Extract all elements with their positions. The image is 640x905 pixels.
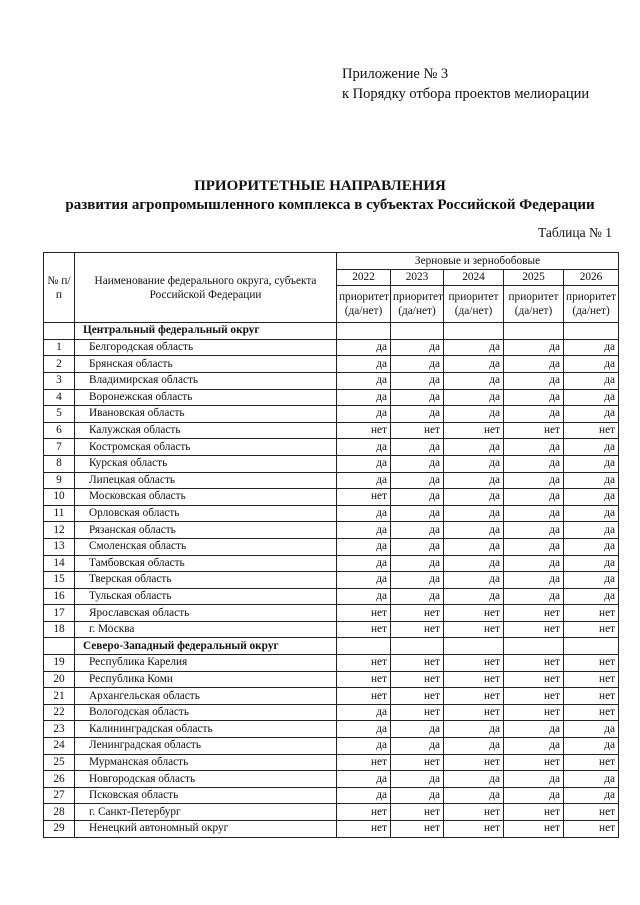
header-year: 2025	[504, 269, 564, 286]
row-number: 26	[44, 771, 75, 788]
priority-value: нет	[564, 422, 619, 439]
table-row	[44, 605, 619, 622]
priority-value: нет	[444, 754, 504, 771]
row-number: 16	[44, 588, 75, 605]
priority-value: да	[337, 555, 391, 572]
priority-value: да	[391, 771, 444, 788]
priority-value: да	[444, 505, 504, 522]
header-year: 2024	[444, 269, 504, 286]
priority-value: да	[444, 372, 504, 389]
title-line-1: ПРИОРИТЕТНЫЕ НАПРАВЛЕНИЯ	[194, 178, 446, 194]
priority-value: да	[337, 372, 391, 389]
priority-value: нет	[564, 754, 619, 771]
table-row	[44, 339, 619, 356]
priority-value: да	[504, 771, 564, 788]
priority-value: да	[564, 721, 619, 738]
appendix-note	[342, 64, 589, 104]
priority-value: да	[564, 455, 619, 472]
priority-table	[43, 252, 619, 838]
priority-value: нет	[504, 754, 564, 771]
priority-value: нет	[391, 671, 444, 688]
region-name: Рязанская область	[75, 522, 337, 539]
priority-value: да	[504, 721, 564, 738]
priority-value: нет	[564, 821, 619, 838]
priority-value: нет	[337, 605, 391, 622]
priority-value: нет	[564, 605, 619, 622]
row-number: 9	[44, 472, 75, 489]
priority-value: да	[391, 406, 444, 423]
priority-value: да	[504, 505, 564, 522]
priority-value: да	[444, 455, 504, 472]
table-row	[44, 389, 619, 406]
region-name: Белгородская область	[75, 339, 337, 356]
priority-value: да	[504, 588, 564, 605]
row-number: 3	[44, 372, 75, 389]
region-name: Костромская область	[75, 439, 337, 456]
priority-value: да	[564, 489, 619, 506]
table-row	[44, 522, 619, 539]
priority-value: да	[564, 555, 619, 572]
priority-value: да	[564, 738, 619, 755]
priority-value: да	[337, 721, 391, 738]
region-name: Тамбовская область	[75, 555, 337, 572]
table-row	[44, 505, 619, 522]
priority-value: да	[391, 538, 444, 555]
priority-value: нет	[444, 688, 504, 705]
priority-value: да	[564, 439, 619, 456]
priority-value: нет	[504, 605, 564, 622]
district-name: Центральный федеральный округ	[75, 323, 337, 340]
row-number: 13	[44, 538, 75, 555]
priority-value: да	[564, 389, 619, 406]
table-row	[44, 588, 619, 605]
table-row	[44, 572, 619, 589]
table-row	[44, 804, 619, 821]
priority-value: да	[504, 489, 564, 506]
table-row	[44, 738, 619, 755]
priority-value: нет	[391, 821, 444, 838]
table-row	[44, 704, 619, 721]
priority-value: да	[504, 356, 564, 373]
priority-value: нет	[444, 704, 504, 721]
table-row	[44, 688, 619, 705]
table-row	[44, 771, 619, 788]
district-empty-cell	[504, 323, 564, 340]
table-row	[44, 472, 619, 489]
priority-value: нет	[337, 422, 391, 439]
table-row	[44, 406, 619, 423]
region-name: Смоленская область	[75, 538, 337, 555]
region-name: Московская область	[75, 489, 337, 506]
header-year: 2026	[564, 269, 619, 286]
row-number: 18	[44, 621, 75, 638]
district-empty-cell	[337, 638, 391, 655]
priority-value: да	[337, 704, 391, 721]
row-number: 4	[44, 389, 75, 406]
region-name: Ленинградская область	[75, 738, 337, 755]
district-number-cell	[44, 323, 75, 340]
priority-value: да	[444, 406, 504, 423]
priority-value: да	[337, 572, 391, 589]
priority-value: нет	[444, 655, 504, 672]
priority-value: да	[564, 356, 619, 373]
table-row	[44, 787, 619, 804]
region-name: Калининградская область	[75, 721, 337, 738]
priority-value: нет	[504, 671, 564, 688]
region-name: Тверская область	[75, 572, 337, 589]
priority-value: да	[391, 389, 444, 406]
row-number: 15	[44, 572, 75, 589]
table-row	[44, 422, 619, 439]
priority-value: нет	[444, 804, 504, 821]
priority-value: нет	[504, 704, 564, 721]
region-name: Орловская область	[75, 505, 337, 522]
priority-value: да	[504, 439, 564, 456]
priority-value: да	[444, 472, 504, 489]
priority-value: да	[564, 588, 619, 605]
priority-value: да	[444, 787, 504, 804]
priority-value: да	[444, 721, 504, 738]
priority-value: да	[444, 588, 504, 605]
district-row	[44, 638, 619, 655]
region-name: Ивановская область	[75, 406, 337, 423]
region-name: Курская область	[75, 455, 337, 472]
priority-value: да	[444, 439, 504, 456]
priority-value: да	[504, 572, 564, 589]
region-name: Вологодская область	[75, 704, 337, 721]
region-name: Ярославская область	[75, 605, 337, 622]
region-name: г. Москва	[75, 621, 337, 638]
row-number: 21	[44, 688, 75, 705]
priority-value: да	[444, 738, 504, 755]
priority-value: да	[444, 522, 504, 539]
row-number: 25	[44, 754, 75, 771]
priority-value: да	[391, 738, 444, 755]
priority-value: да	[444, 538, 504, 555]
title-line-2: развития агропромышленного комплекса в субъектах Российской Федерации	[65, 197, 595, 213]
priority-value: да	[564, 787, 619, 804]
priority-value: нет	[444, 621, 504, 638]
priority-value: да	[337, 455, 391, 472]
priority-value: да	[444, 356, 504, 373]
row-number: 7	[44, 439, 75, 456]
region-name: Ненецкий автономный округ	[75, 821, 337, 838]
priority-value: да	[391, 505, 444, 522]
row-number: 1	[44, 339, 75, 356]
row-number: 28	[44, 804, 75, 821]
priority-value: нет	[564, 804, 619, 821]
priority-value: нет	[504, 688, 564, 705]
priority-value: да	[504, 738, 564, 755]
priority-value: да	[504, 339, 564, 356]
priority-value: нет	[391, 621, 444, 638]
table-row	[44, 538, 619, 555]
priority-value: да	[564, 538, 619, 555]
region-name: Тульская область	[75, 588, 337, 605]
priority-value: да	[337, 538, 391, 555]
priority-value: да	[564, 372, 619, 389]
row-number: 14	[44, 555, 75, 572]
priority-value: нет	[504, 621, 564, 638]
table-row	[44, 721, 619, 738]
priority-value: да	[337, 439, 391, 456]
priority-value: да	[337, 356, 391, 373]
table-number-label: Таблица № 1	[538, 225, 612, 240]
priority-value: да	[391, 472, 444, 489]
priority-value: да	[444, 389, 504, 406]
priority-value: нет	[391, 704, 444, 721]
region-name: Калужская область	[75, 422, 337, 439]
priority-value: да	[391, 588, 444, 605]
row-number: 23	[44, 721, 75, 738]
priority-value: нет	[337, 671, 391, 688]
header-crop-group: Зерновые и зернобобовые	[337, 253, 619, 270]
priority-value: да	[504, 787, 564, 804]
header-number: № п/п	[44, 253, 75, 323]
district-empty-cell	[337, 323, 391, 340]
priority-value: да	[504, 538, 564, 555]
priority-value: да	[564, 406, 619, 423]
priority-value: да	[504, 406, 564, 423]
priority-value: нет	[337, 754, 391, 771]
priority-value: нет	[564, 621, 619, 638]
priority-value: да	[391, 787, 444, 804]
header-name: Наименование федерального округа, субъекта Российской Федерации	[75, 253, 337, 323]
priority-value: да	[337, 522, 391, 539]
priority-value: да	[504, 372, 564, 389]
table-row	[44, 489, 619, 506]
row-number: 20	[44, 671, 75, 688]
priority-value: нет	[564, 655, 619, 672]
priority-value: нет	[444, 422, 504, 439]
priority-value: да	[391, 439, 444, 456]
priority-value: да	[391, 572, 444, 589]
table-row	[44, 671, 619, 688]
priority-value: нет	[564, 671, 619, 688]
row-number: 27	[44, 787, 75, 804]
priority-value: нет	[504, 655, 564, 672]
district-empty-cell	[391, 638, 444, 655]
table-row	[44, 455, 619, 472]
priority-value: нет	[504, 422, 564, 439]
priority-value: да	[337, 389, 391, 406]
priority-value: да	[391, 339, 444, 356]
region-name: г. Санкт-Петербург	[75, 804, 337, 821]
priority-value: да	[337, 339, 391, 356]
priority-value: да	[391, 356, 444, 373]
priority-value: да	[391, 489, 444, 506]
priority-value: нет	[504, 804, 564, 821]
priority-value: да	[337, 472, 391, 489]
priority-value: да	[444, 339, 504, 356]
row-number: 6	[44, 422, 75, 439]
row-number: 10	[44, 489, 75, 506]
region-name: Брянская область	[75, 356, 337, 373]
row-number: 8	[44, 455, 75, 472]
header-priority: приоритет (да/нет)	[337, 286, 391, 323]
table-row	[44, 372, 619, 389]
district-empty-cell	[444, 638, 504, 655]
row-number: 17	[44, 605, 75, 622]
priority-value: да	[337, 738, 391, 755]
priority-value: нет	[391, 422, 444, 439]
priority-value: да	[391, 555, 444, 572]
priority-value: да	[444, 771, 504, 788]
table-row	[44, 621, 619, 638]
district-empty-cell	[564, 323, 619, 340]
appendix-line-2: к Порядку отбора проектов мелиорации	[342, 86, 590, 102]
priority-value: да	[504, 555, 564, 572]
priority-value: да	[444, 572, 504, 589]
priority-value: да	[391, 455, 444, 472]
table-row	[44, 754, 619, 771]
priority-value: нет	[444, 821, 504, 838]
priority-value: да	[391, 721, 444, 738]
priority-value: нет	[444, 605, 504, 622]
priority-value: да	[337, 406, 391, 423]
district-empty-cell	[391, 323, 444, 340]
row-number: 22	[44, 704, 75, 721]
district-empty-cell	[504, 638, 564, 655]
row-number: 19	[44, 655, 75, 672]
header-priority: приоритет (да/нет)	[564, 286, 619, 323]
priority-value: нет	[391, 605, 444, 622]
priority-value: нет	[337, 804, 391, 821]
priority-value: да	[564, 472, 619, 489]
priority-value: нет	[391, 754, 444, 771]
priority-value: да	[337, 588, 391, 605]
row-number: 12	[44, 522, 75, 539]
table-row	[44, 821, 619, 838]
priority-value: да	[504, 455, 564, 472]
row-number: 29	[44, 821, 75, 838]
row-number: 2	[44, 356, 75, 373]
region-name: Липецкая область	[75, 472, 337, 489]
region-name: Воронежская область	[75, 389, 337, 406]
district-row	[44, 323, 619, 340]
priority-value: да	[564, 505, 619, 522]
priority-value: да	[444, 555, 504, 572]
region-name: Республика Карелия	[75, 655, 337, 672]
priority-value: нет	[391, 804, 444, 821]
priority-value: нет	[337, 621, 391, 638]
region-name: Архангельская область	[75, 688, 337, 705]
region-name: Владимирская область	[75, 372, 337, 389]
priority-value: да	[337, 505, 391, 522]
priority-value: да	[391, 522, 444, 539]
priority-value: нет	[391, 655, 444, 672]
priority-value: нет	[504, 821, 564, 838]
priority-value: да	[564, 522, 619, 539]
region-name: Республика Коми	[75, 671, 337, 688]
priority-value: нет	[337, 655, 391, 672]
document-title	[0, 177, 640, 215]
region-name: Мурманская область	[75, 754, 337, 771]
table-row	[44, 356, 619, 373]
priority-value: да	[504, 389, 564, 406]
priority-value: да	[337, 787, 391, 804]
table-row	[44, 655, 619, 672]
priority-value: нет	[337, 821, 391, 838]
header-year: 2023	[391, 269, 444, 286]
appendix-line-1: Приложение № 3	[342, 66, 449, 82]
row-number: 24	[44, 738, 75, 755]
priority-value: да	[504, 522, 564, 539]
header-priority: приоритет (да/нет)	[444, 286, 504, 323]
row-number: 5	[44, 406, 75, 423]
priority-value: нет	[337, 688, 391, 705]
header-priority: приоритет (да/нет)	[391, 286, 444, 323]
priority-value: нет	[391, 688, 444, 705]
district-empty-cell	[564, 638, 619, 655]
header-priority: приоритет (да/нет)	[504, 286, 564, 323]
priority-value: да	[564, 771, 619, 788]
row-number: 11	[44, 505, 75, 522]
region-name: Псковская область	[75, 787, 337, 804]
district-name: Северо-Западный федеральный округ	[75, 638, 337, 655]
priority-value: да	[564, 572, 619, 589]
priority-value: да	[444, 489, 504, 506]
priority-value: нет	[564, 688, 619, 705]
header-year: 2022	[337, 269, 391, 286]
region-name: Новгородская область	[75, 771, 337, 788]
table-row	[44, 439, 619, 456]
table-row	[44, 555, 619, 572]
priority-value: да	[337, 771, 391, 788]
priority-value: да	[391, 372, 444, 389]
priority-value: нет	[564, 704, 619, 721]
priority-value: нет	[337, 489, 391, 506]
priority-value: нет	[444, 671, 504, 688]
district-empty-cell	[444, 323, 504, 340]
priority-value: да	[564, 339, 619, 356]
district-number-cell	[44, 638, 75, 655]
priority-value: да	[504, 472, 564, 489]
